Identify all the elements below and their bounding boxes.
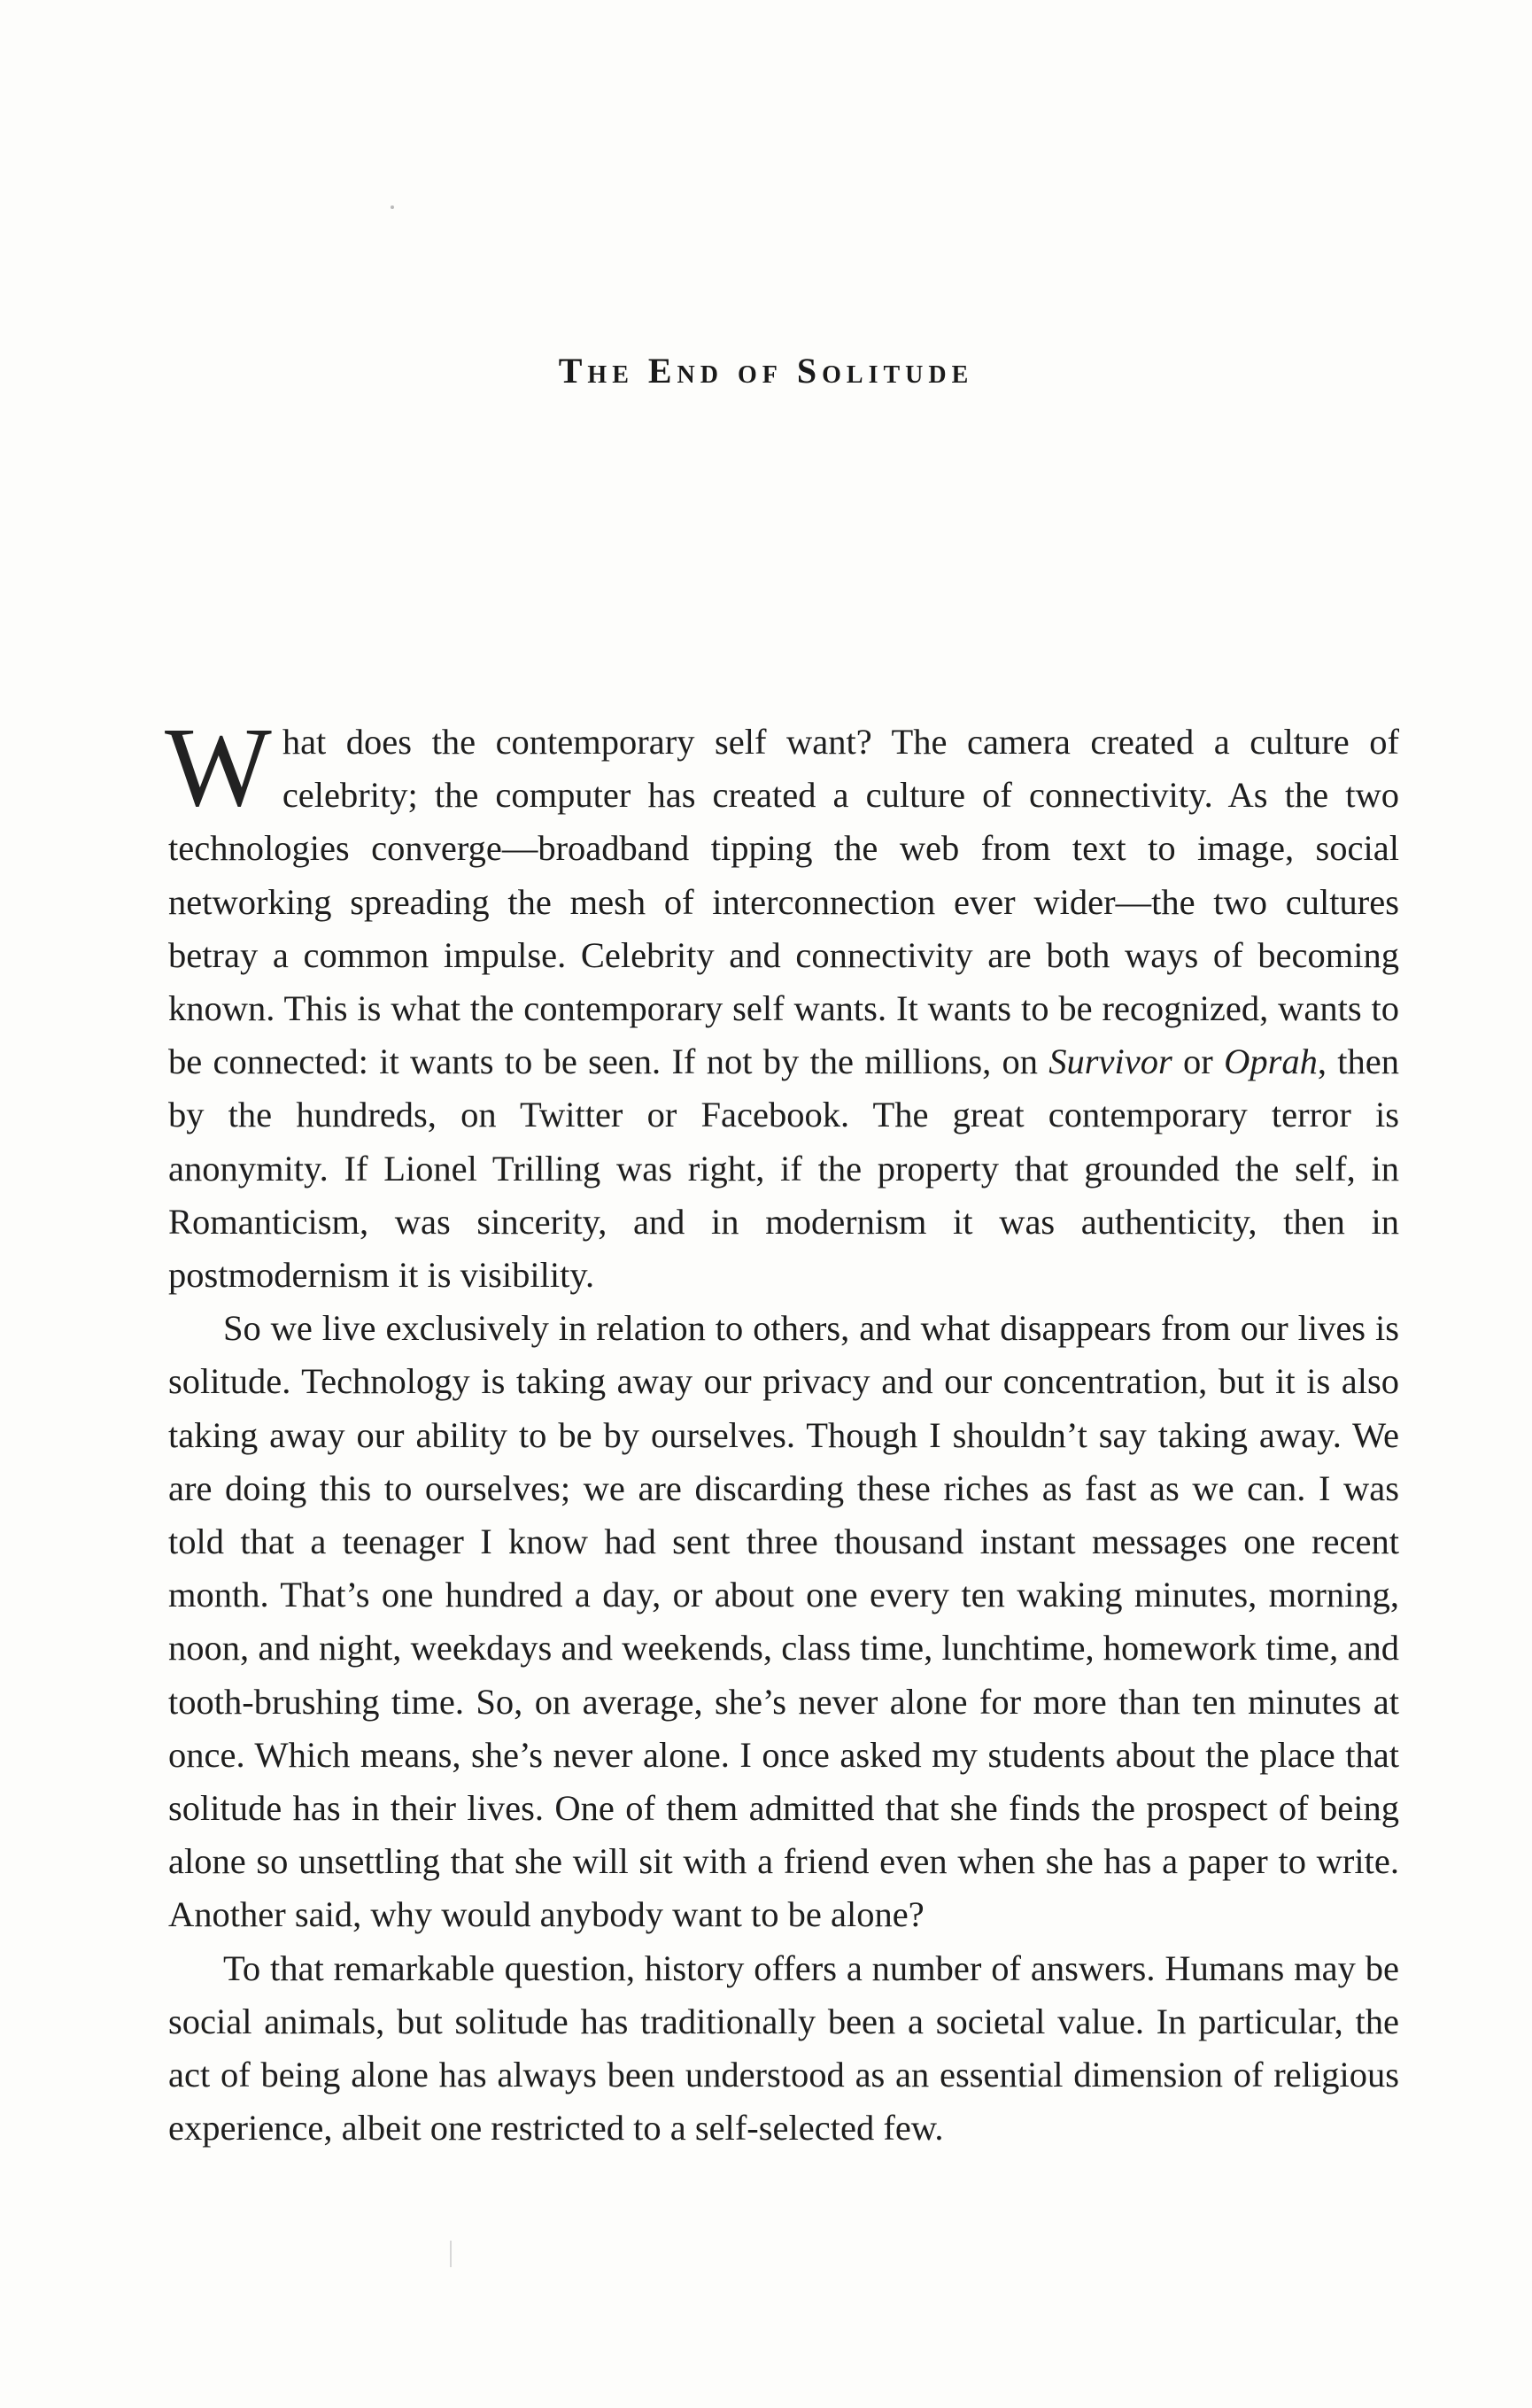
gutter-mark (450, 2241, 452, 2267)
paragraph-2: So we live exclusively in relation to others, and what disappears from our lives is solitude. Technology is taking away our privacy and our concentration, but it is also taking away our ability to be by ourselves. Though I shouldn’t say taking away. We are doing this to ourselves; we are discarding these riches as fast as we can. I was told that a teenager I know had sent three thousand instant messages one recent month. That’s one hundred a day, or about one every ten waking minutes, morning, noon, and night, weekdays and weekends, class time, lunchtime, homework time, and tooth-brushing time. So, on average, she’s never alone for more than ten minutes at once. Which means, she’s never alone. I once asked my students about the place that solitude has in their lives. One of them admitted that she finds the prospect of being alone so unsettling that she will sit with a friend even when she has a paper to write. Another said, why would anybody want to be alone? (168, 1308, 1399, 1935)
paragraph-1 (165, 704, 1399, 1302)
chapter-title: The End of Solitude (558, 351, 974, 391)
paper-speck (391, 205, 394, 209)
drop-cap: W (165, 704, 272, 830)
paragraph-1-connector: or (1172, 1041, 1225, 1082)
body-text (165, 704, 1399, 2155)
show-title-oprah: Oprah (1224, 1041, 1318, 1082)
paragraph-3: To that remarkable question, history offers a number of answers. Humans may be social animals, but solitude has traditionally been a societal value. In particular, the act of being alone has always been understood as an essential dimension of religious experience, albeit one restricted to a self-selected few. (168, 1947, 1399, 2149)
show-title-survivor: Survivor (1048, 1041, 1172, 1082)
paragraph-1-rest: , then by the hundreds, on Twitter or Facebook. The great contemporary terror is anonymity. If Lionel Trilling was right, if the property that grounded the self, in Romanticism, was sincerity, and in modernism it was authenticity, then in postmodernism it is visibility. (168, 1041, 1399, 1296)
paragraph-1-text: hat does the contemporary self want? The camera created a culture of celebrity; the computer has created a culture of connectivity. As the two technologies converge—broadband tipping the web from text to image, social networking spreading the mesh of interconnection ever wider—the two cultures betray a common impulse. Celebrity and connectivity are both ways of becoming known. This is what the contemporary self wants. It wants to be recognized, wants to be connected: it wants to be seen. If not by the millions, on (168, 722, 1399, 1082)
